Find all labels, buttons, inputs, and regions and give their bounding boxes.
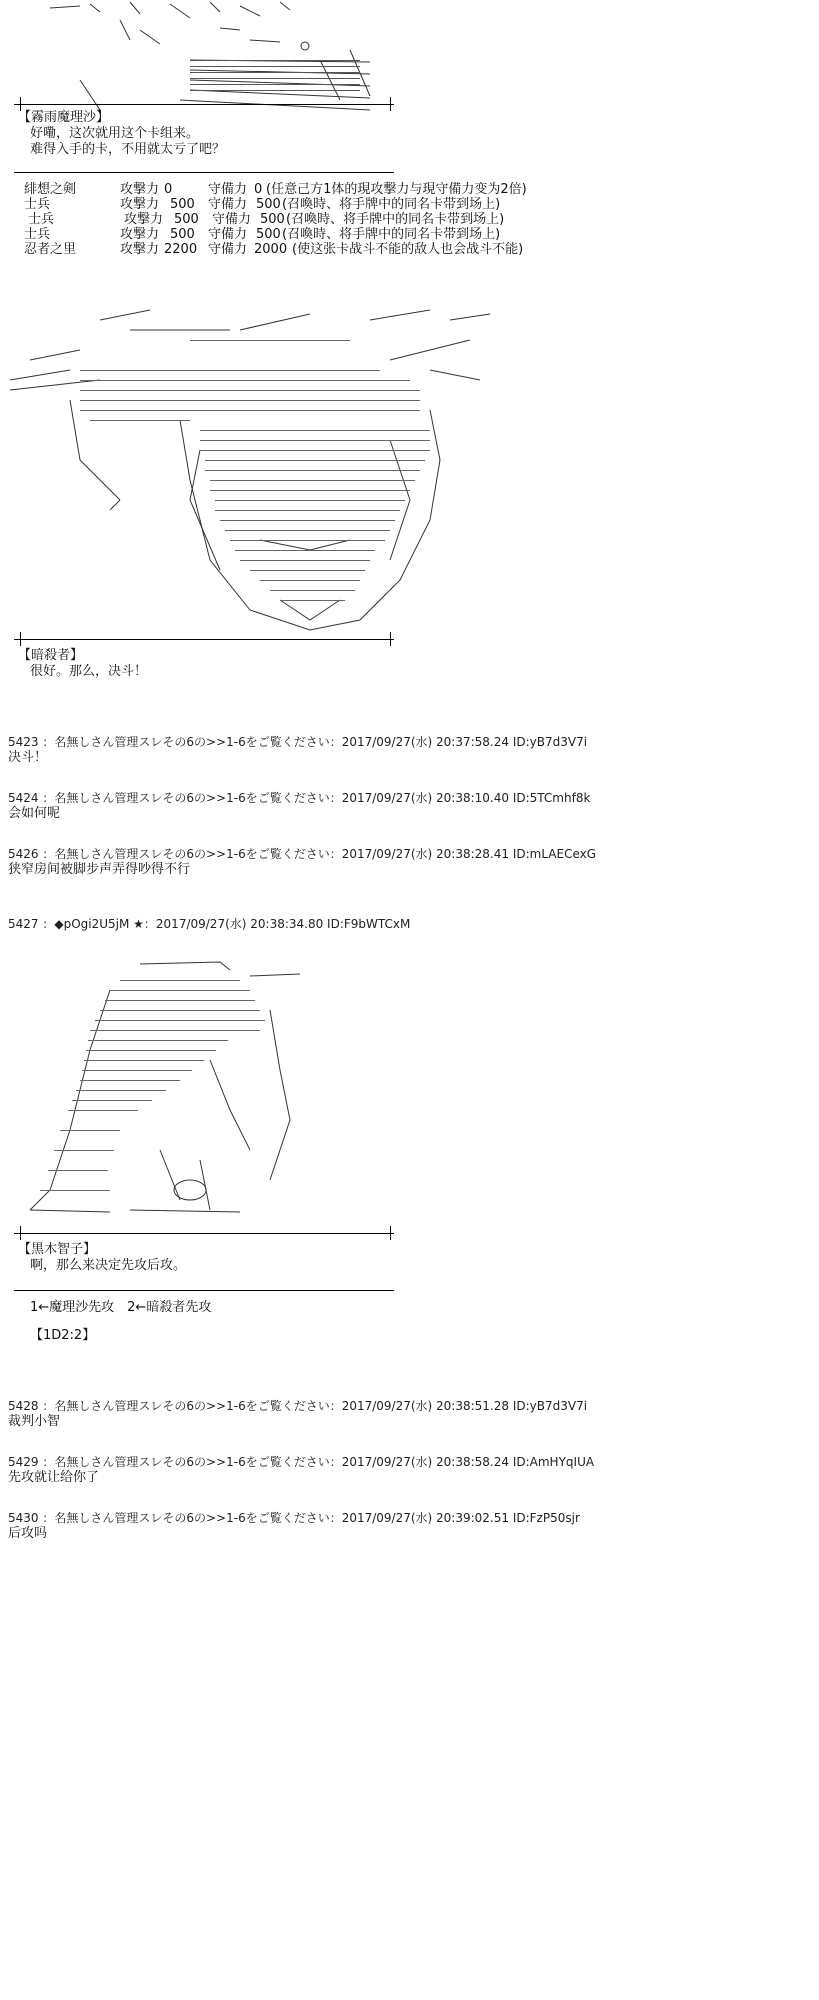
card-row	[24, 242, 624, 258]
atk-label: 攻撃力	[124, 212, 164, 227]
def-value: 2000	[254, 242, 288, 257]
card-name: 士兵	[24, 227, 51, 242]
atk-value: 500	[170, 197, 195, 212]
post-body: 决斗！	[8, 750, 48, 765]
atk-label: 攻撃力	[120, 242, 160, 257]
def-label: 守備力	[208, 242, 248, 257]
post-body: 会如何呢	[8, 806, 61, 821]
speaker-name: 【黒木智子】	[18, 1242, 97, 1257]
divider-tick	[20, 97, 21, 111]
dialogue-line: 很好。那么，决斗！	[30, 664, 148, 679]
speaker-name: 【暗殺者】	[18, 648, 84, 663]
def-value: 0	[254, 182, 263, 197]
ascii-art-assassin	[10, 300, 510, 640]
post-header: 5430 ：名無しさん管理スレその6の>>1-6をご覧ください：2017/09/27(水) 20:39:02.51 ID:FzP50sjr	[8, 1511, 580, 1525]
post-header: 5426 ：名無しさん管理スレその6の>>1-6をご覧ください：2017/09/27(水) 20:38:28.41 ID:mLAECexG	[8, 847, 597, 861]
card-row	[24, 212, 584, 228]
divider-tick	[390, 632, 391, 646]
card-name: 緋想之剣	[24, 182, 77, 197]
card-effect: (任意己方1体的現攻撃力与現守備力变为2倍)	[266, 182, 527, 197]
speaker-name: 【霧雨魔理沙】	[18, 110, 110, 125]
card-name: 士兵	[28, 212, 55, 227]
card-name: 忍者之里	[24, 242, 77, 257]
card-effect: (使这张卡战斗不能的敌人也会战斗不能)	[292, 242, 524, 257]
card-effect: (召喚時、将手牌中的同名卡带到场上)	[282, 197, 501, 212]
dice-result: 【1D2:2】	[30, 1328, 96, 1343]
divider	[14, 639, 394, 640]
divider	[14, 1290, 394, 1291]
card-name: 士兵	[24, 197, 51, 212]
author-post-header: 5427 ：◆pOgi2U5jM ★：2017/09/27(水) 20:38:34.80 ID:F9bWTCxM	[8, 917, 411, 931]
card-row	[24, 227, 584, 243]
post-body: 后攻吗	[8, 1526, 48, 1541]
post-header: 5428 ：名無しさん管理スレその6の>>1-6をご覧ください：2017/09/27(水) 20:38:51.28 ID:yB7d3V7i	[8, 1399, 588, 1413]
dialogue-line: 啊，那么来决定先攻后攻。	[30, 1258, 187, 1273]
ascii-art-tomoko	[10, 950, 310, 1230]
def-value: 500	[260, 212, 285, 227]
atk-value: 500	[174, 212, 199, 227]
divider-tick	[390, 1226, 391, 1240]
def-label: 守備力	[212, 212, 252, 227]
card-effect: (召喚時、将手牌中的同名卡带到场上)	[282, 227, 501, 242]
divider-tick	[390, 97, 391, 111]
divider	[14, 172, 394, 173]
post-body: 狭窄房间被脚步声弄得吵得不行	[8, 862, 191, 877]
dialogue-line: 难得入手的卡，不用就太亏了吧？	[30, 142, 226, 157]
card-effect: (召喚時、将手牌中的同名卡带到场上)	[286, 212, 505, 227]
atk-value: 500	[170, 227, 195, 242]
post-header: 5429 ：名無しさん管理スレその6の>>1-6をご覧ください：2017/09/27(水) 20:38:58.24 ID:AmHYqIUA	[8, 1455, 595, 1469]
def-label: 守備力	[208, 197, 248, 212]
card-row	[24, 182, 584, 198]
choice-options: 1←魔理沙先攻 2←暗殺者先攻	[30, 1300, 212, 1315]
def-value: 500	[256, 227, 281, 242]
atk-label: 攻撃力	[120, 197, 160, 212]
def-label: 守備力	[208, 227, 248, 242]
divider-tick	[20, 1226, 21, 1240]
divider-tick	[20, 632, 21, 646]
post-header: 5424 ：名無しさん管理スレその6の>>1-6をご覧ください：2017/09/27(水) 20:38:10.40 ID:5TCmhf8k	[8, 791, 591, 805]
post-body: 先攻就让给你了	[8, 1470, 100, 1485]
def-label: 守備力	[208, 182, 248, 197]
atk-label: 攻撃力	[120, 182, 160, 197]
divider	[14, 104, 394, 105]
atk-label: 攻撃力	[120, 227, 160, 242]
post-body: 裁判小智	[8, 1414, 61, 1429]
atk-value: 2200	[164, 242, 198, 257]
def-value: 500	[256, 197, 281, 212]
divider	[14, 1233, 394, 1234]
card-row	[24, 197, 584, 213]
dialogue-line: 好嘞，这次就用这个卡组来。	[30, 126, 200, 141]
atk-value: 0	[164, 182, 173, 197]
post-header: 5423 ：名無しさん管理スレその6の>>1-6をご覧ください：2017/09/27(水) 20:37:58.24 ID:yB7d3V7i	[8, 735, 588, 749]
